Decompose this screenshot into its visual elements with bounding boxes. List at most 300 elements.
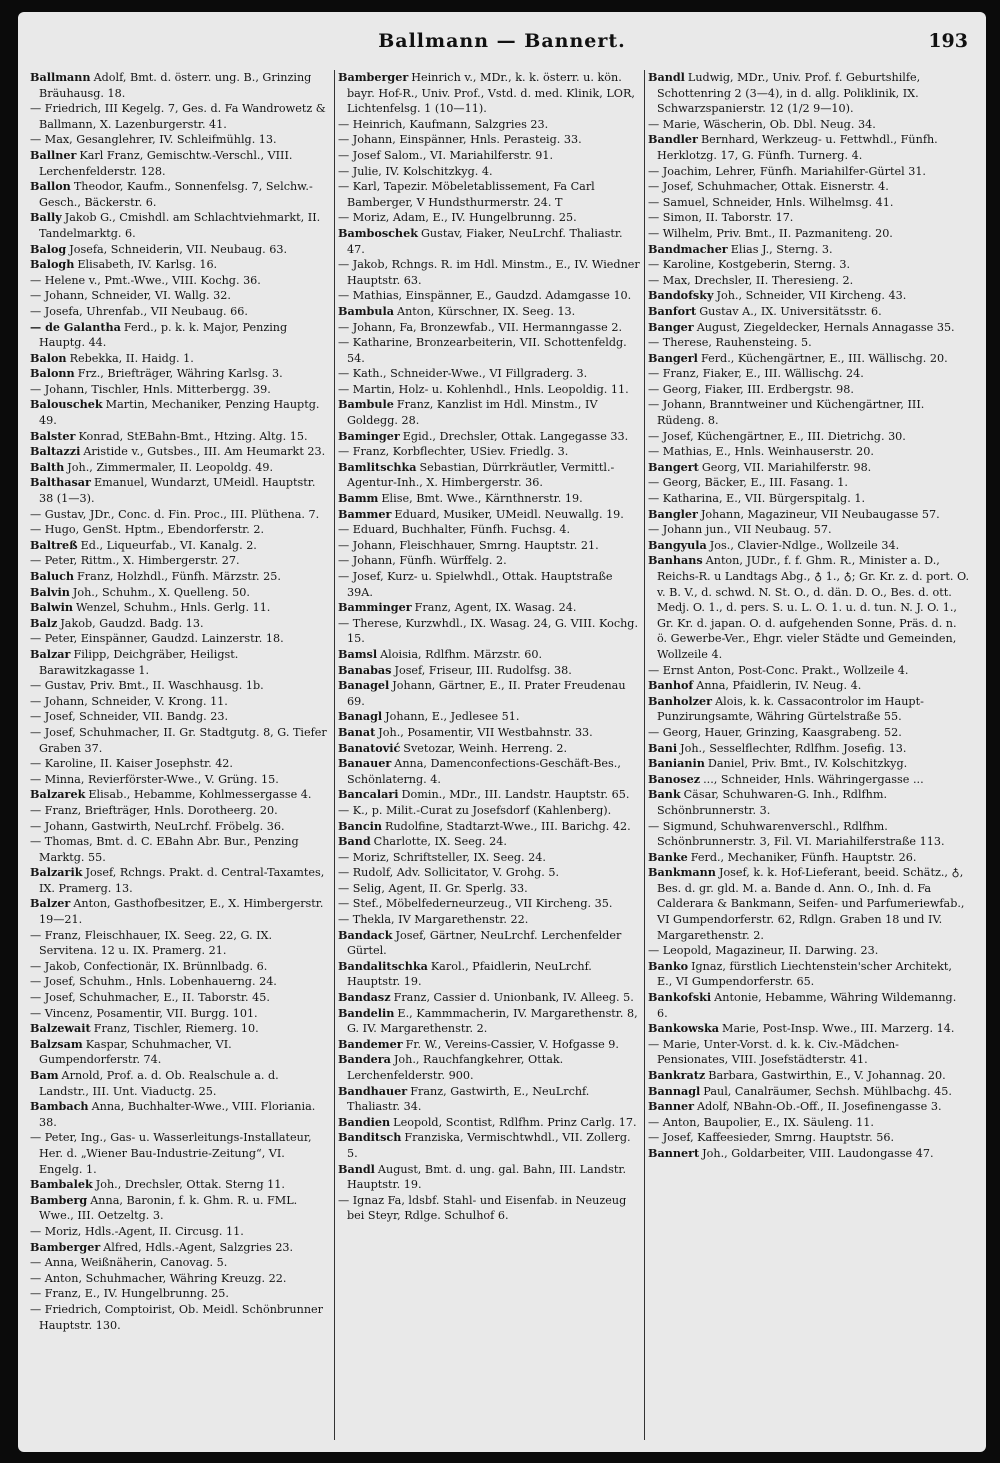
entry-details: — Josef, Schuhm., Hnls. Lobenhauerng. 24. xyxy=(30,975,277,989)
entry-surname: Bamsl xyxy=(338,646,378,661)
entry-surname: Banabas xyxy=(338,662,392,677)
directory-entry xyxy=(338,397,640,428)
directory-entry xyxy=(30,756,330,772)
entry-surname: Bankofski xyxy=(648,990,712,1005)
entry-surname: Balzarek xyxy=(30,787,86,802)
directory-entry xyxy=(648,772,970,788)
directory-entry xyxy=(30,553,330,569)
entry-details: — Leopold, Magazineur, II. Darwing. 23. xyxy=(648,944,879,958)
entry-details: Frz., Briefträger, Währing Karlsg. 3. xyxy=(77,367,283,381)
entry-details: Adolf, NBahn-Ob.-Off., II. Josefinengasse 3. xyxy=(697,1100,942,1114)
directory-entry xyxy=(30,896,330,927)
entry-details: Antonie, Hebamme, Währing Wildemanng. 6. xyxy=(657,991,957,1020)
directory-entry xyxy=(338,132,640,148)
directory-entry xyxy=(648,366,970,382)
entry-details: Josef, Rchngs. Prakt. d. Central-Taxamtes, IX. Pramerg. 13. xyxy=(39,866,325,895)
entry-details: Eduard, Musiker, UMeidl. Neuwallg. 19. xyxy=(394,507,624,521)
entry-details: Anna, Damenconfections-Geschäft-Bes., Schönlaterng. 4. xyxy=(347,757,621,786)
directory-entry xyxy=(30,397,330,428)
entry-details: — Julie, IV. Kolschitzkyg. 4. xyxy=(338,164,493,178)
entry-surname: Bamm xyxy=(338,491,379,506)
entry-surname: Bangyula xyxy=(648,537,707,552)
entry-surname: Bandelin xyxy=(338,1005,395,1020)
entry-details: — Marie, Unter-Vorst. d. k. k. Civ.-Mädchen-Pensionates, VIII. Josefstädterstr. 41. xyxy=(648,1037,899,1067)
entry-details: — Friedrich, III Kegelg. 7, Ges. d. Fa Wandrowetz & Ballmann, X. Lazenburgerstr. 41. xyxy=(30,102,326,131)
entry-details: — Kath., Schneider-Wwe., VI Fillgraderg. 3. xyxy=(338,367,588,381)
entry-details: — Anton, Baupolier, E., IX. Säuleng. 11. xyxy=(648,1115,874,1129)
directory-entry xyxy=(338,288,640,304)
directory-entry xyxy=(338,912,640,928)
entry-surname: Bammer xyxy=(338,506,392,521)
entry-details: August, Ziegeldecker, Hernals Annagasse 35. xyxy=(696,320,955,334)
entry-details: Elisab., Hebamme, Kohlmessergasse 4. xyxy=(88,788,312,802)
entry-surname: Balzer xyxy=(30,896,71,911)
directory-entry xyxy=(30,429,330,445)
entry-details: Theodor, Kaufm., Sonnenfelsg. 7, Selchw.-Gesch., Bäckerstr. 6. xyxy=(39,180,313,209)
entry-details: Joh., Posamentir, VII Westbahnstr. 33. xyxy=(378,725,593,739)
entry-details: Franz, Holzhdl., Fünfh. Märzstr. 25. xyxy=(77,570,281,583)
page-header xyxy=(18,30,986,70)
entry-details: — Anton, Schuhmacher, Währing Kreuzg. 22. xyxy=(30,1271,287,1285)
entry-surname: Balth xyxy=(30,459,65,474)
directory-entry xyxy=(648,335,970,351)
directory-entry xyxy=(30,1193,330,1224)
entry-details: Joh., Sesselflechter, Rdlfhm. Josefig. 13. xyxy=(680,741,907,755)
entry-details: Bernhard, Werkzeug- u. Fettwhdl., Fünfh. Herklotzg. 17, G. Fünfh. Turnerg. 4. xyxy=(657,133,938,162)
entry-details: E., Kammmacherin, IV. Margarethenstr. 8, G. IV. Margarethenstr. 2. xyxy=(347,1006,638,1036)
directory-entry xyxy=(30,1099,330,1130)
entry-details: Joh., Zimmermaler, II. Leopoldg. 49. xyxy=(67,460,274,474)
directory-entry xyxy=(338,1162,640,1193)
entry-details: Rebekka, II. Haidg. 1. xyxy=(69,351,194,365)
entry-surname: Balzewait xyxy=(30,1021,91,1036)
directory-entry xyxy=(648,273,970,289)
directory-entry xyxy=(30,320,330,351)
entry-details: — Thekla, IV Margarethenstr. 22. xyxy=(338,913,529,927)
directory-entry xyxy=(338,663,640,679)
entry-details: — Johann, Schneider, V. Krong. 11. xyxy=(30,694,228,708)
directory-entry xyxy=(648,678,970,694)
directory-entry xyxy=(338,1115,640,1131)
entry-surname: Bandien xyxy=(338,1114,391,1129)
entry-details: — Joachim, Lehrer, Fünfh. Mariahilfer-Gürtel 31. xyxy=(648,164,926,178)
entry-details: Fr. W., Vereins-Cassier, V. Hofgasse 9. xyxy=(405,1037,619,1051)
entry-surname: Banianin xyxy=(648,756,705,771)
directory-entry xyxy=(648,990,970,1021)
entry-details: Konrad, StEBahn-Bmt., Htzing. Altg. 15. xyxy=(78,429,308,443)
entry-details: — Johann jun., VII Neubaug. 57. xyxy=(648,523,832,537)
directory-entry xyxy=(338,538,640,554)
entry-details: Daniel, Priv. Bmt., IV. Kolschitzkyg. xyxy=(707,757,908,771)
entry-surname: Bankowska xyxy=(648,1021,719,1036)
entry-details: — Josef, Schuhmacher, II. Gr. Stadtgutg. 8, G. Tiefer Graben 37. xyxy=(30,725,327,755)
directory-entry xyxy=(338,257,640,288)
directory-entry xyxy=(30,647,330,678)
entry-details: — Mathias, E., Hnls. Weinhauserstr. 20. xyxy=(648,445,874,459)
directory-entry xyxy=(648,943,970,959)
entry-details: Joh., Schuhm., X. Quelleng. 50. xyxy=(72,585,250,599)
entry-surname: Ballmann xyxy=(30,70,91,84)
entry-details: Ignaz, fürstlich Liechtenstein'scher Architekt, E., VI Gumpendorferstr. 65. xyxy=(657,959,952,989)
directory-entry xyxy=(648,663,970,679)
directory-entry xyxy=(648,1021,970,1037)
directory-entry xyxy=(30,725,330,756)
entry-surname: — de Galantha xyxy=(30,319,121,334)
directory-entry xyxy=(30,148,330,179)
entry-details: Marie, Post-Insp. Wwe., III. Marzerg. 14. xyxy=(721,1022,955,1036)
entry-details: Karol., Pfaidlerin, NeuLrchf. Hauptstr. 19. xyxy=(347,959,592,989)
directory-entry xyxy=(338,819,640,835)
entry-details: August, Bmt. d. ung. gal. Bahn, III. Landstr. Hauptstr. 19. xyxy=(347,1162,627,1192)
entry-details: Joh., Drechsler, Ottak. Sterng 11. xyxy=(95,1178,285,1192)
directory-entry xyxy=(648,491,970,507)
directory-entry xyxy=(30,834,330,865)
entry-details: Anna, Baronin, f. k. Ghm. R. u. FML. Wwe., III. Oetzeltg. 3. xyxy=(39,1193,298,1223)
directory-entry xyxy=(30,382,330,398)
directory-entry xyxy=(30,600,330,616)
entry-surname: Balzar xyxy=(30,646,71,661)
directory-entry xyxy=(338,444,640,460)
entry-details: Anton, JUDr., f. f. Ghm. R., Minister a. D., Reichs-R. u Landtags Abg., ♁ 1., ♁; Gr. Kr. z. d. port. O. v. B. V., d. schwd. N. St. O., d. dän. D. O., Bes. d. ott. Medj. O. 1., d. pers. S. u. L. O. 1. u. d. tun. N. J. O. 1., Gr. Kr. d. japan. O. d. aufgehenden Sonne, Präs. d. n. ö. Gewerbe-Ver., Ehgr. vieler Städte und Gemeinden, Wollzeile 4. xyxy=(657,554,970,661)
entry-surname: Bannert xyxy=(648,1145,700,1160)
directory-entry xyxy=(30,694,330,710)
entry-surname: Bani xyxy=(648,740,678,755)
directory-entry xyxy=(648,382,970,398)
page-title: Ballmann — Bannert. xyxy=(378,30,626,52)
entry-details: Josef, k. k. Hof-Lieferant, beeid. Schätz., ♁, Bes. d. gr. gld. M. a. Bande d. Ann. O., Inh. d. Fa Calderara & Bankmann, Seifen- und Parfumeriewfab., VI Gumpendorferstr. 62, Rdlgn. Graben 18 und IV. Margarethenstr. 2. xyxy=(657,866,965,942)
entry-details: Gustav A., IX. Universitätsstr. 6. xyxy=(699,304,882,318)
directory-entry xyxy=(30,1302,330,1333)
entry-details: — Johann, Branntweiner und Küchengärtner, III. Rüdeng. 8. xyxy=(648,398,925,428)
entry-details: — Max, Drechsler, II. Theresieng. 2. xyxy=(648,273,854,287)
entry-details: — Franz, Briefträger, Hnls. Dorotheerg. 20. xyxy=(30,803,278,817)
entry-details: Svetozar, Weinh. Herreng. 2. xyxy=(403,741,568,755)
entry-details: Johann, Magazineur, VII Neubaugasse 57. xyxy=(700,507,940,521)
directory-entry xyxy=(338,787,640,803)
entry-surname: Balzsam xyxy=(30,1036,83,1051)
directory-entry xyxy=(338,460,640,491)
entry-surname: Bamberg xyxy=(30,1192,88,1207)
entry-surname: Bandl xyxy=(338,1161,375,1176)
directory-entry xyxy=(648,1130,970,1146)
entry-surname: Banner xyxy=(648,1099,694,1114)
entry-details: Cäsar, Schuhwaren-G. Inh., Rdlfhm. Schönbrunnerstr. 3. xyxy=(657,788,888,817)
directory-entry xyxy=(648,257,970,273)
directory-entry xyxy=(30,1255,330,1271)
entry-details: — Anna, Weißnäherin, Canovag. 5. xyxy=(30,1256,228,1270)
entry-details: — Josef Salom., VI. Mariahilferstr. 91. xyxy=(338,148,554,162)
directory-entry xyxy=(338,553,640,569)
entry-details: — Samuel, Schneider, Hnls. Wilhelmsg. 41. xyxy=(648,195,894,209)
entry-surname: Bangler xyxy=(648,506,698,521)
entry-surname: Banger xyxy=(648,319,694,334)
directory-entry xyxy=(338,741,640,757)
entry-surname: Balon xyxy=(30,350,67,365)
entry-details: — Georg, Bäcker, E., III. Fasang. 1. xyxy=(648,476,848,490)
entry-details: — Johann, Gastwirth, NeuLrchf. Fröbelg. 36. xyxy=(30,819,285,833)
entry-details: — Heinrich, Kaufmann, Salzgries 23. xyxy=(338,117,549,131)
entry-surname: Banhans xyxy=(648,553,703,568)
entry-details: — Karoline, II. Kaiser Josephstr. 42. xyxy=(30,757,233,771)
directory-entry xyxy=(338,850,640,866)
directory-entry xyxy=(338,1193,640,1224)
entry-details: Joh., Goldarbeiter, VIII. Laudongasse 47. xyxy=(702,1146,934,1160)
directory-entry xyxy=(338,382,640,398)
directory-entry xyxy=(30,444,330,460)
entry-surname: Banatović xyxy=(338,740,401,755)
entry-details: Egid., Drechsler, Ottak. Langegasse 33. xyxy=(402,429,629,443)
entry-details: Wenzel, Schuhm., Hnls. Gerlg. 11. xyxy=(75,601,271,615)
entry-surname: Bamboschek xyxy=(338,225,418,240)
entry-details: — Eduard, Buchhalter, Fünfh. Fuchsg. 4. xyxy=(338,523,571,537)
entry-details: — Peter, Rittm., X. Himbergerstr. 27. xyxy=(30,554,240,568)
entry-surname: Bangert xyxy=(648,459,699,474)
entry-surname: Balogh xyxy=(30,257,75,272)
entry-surname: Bambach xyxy=(30,1099,89,1114)
directory-entry xyxy=(30,803,330,819)
entry-details: Anna, Buchhalter-Wwe., VIII. Floriania. 38. xyxy=(39,1100,316,1129)
entry-details: Franz, Agent, IX. Wasag. 24. xyxy=(414,601,577,615)
entry-surname: Bambule xyxy=(338,397,394,412)
entry-details: — Josef, Küchengärtner, E., III. Dietrichg. 30. xyxy=(648,429,906,443)
entry-details: Gustav, Fiaker, NeuLrchf. Thaliastr. 47. xyxy=(347,226,623,256)
directory-entry xyxy=(648,320,970,336)
entry-details: Anna, Pfaidlerin, IV. Neug. 4. xyxy=(696,679,862,693)
entry-details: Johann, Gärtner, E., II. Prater Freudenau 69. xyxy=(347,679,626,708)
entry-details: Emanuel, Wundarzt, UMeidl. Hauptstr. 38 (1—3). xyxy=(39,476,316,506)
entry-details: — Franz, Fleischhauer, IX. Seeg. 22, G. IX. Servitena. 12 u. IX. Pramerg. 21. xyxy=(30,928,273,958)
entry-details: Aristide v., Gutsbes., III. Am Heumarkt 23. xyxy=(83,445,326,459)
entry-details: Anton, Gasthofbesitzer, E., X. Himbergerstr. 19—21. xyxy=(39,897,324,927)
entry-details: — K., p. Milit.-Curat zu Josefsdorf (Kahlenberg). xyxy=(338,803,612,817)
directory-entry xyxy=(30,1037,330,1068)
entry-details: — Simon, II. Taborstr. 17. xyxy=(648,211,794,225)
directory-entry xyxy=(338,834,640,850)
entry-details: Georg, VII. Mariahilferstr. 98. xyxy=(701,460,872,474)
entry-details: — Peter, Ing., Gas- u. Wasserleitungs-Installateur, Her. d. „Wiener Bau-Industrie-Zeitung“, VI. Engelg. 1. xyxy=(30,1131,312,1176)
entry-details: Kaspar, Schuhmacher, VI. Gumpendorferstr. 74. xyxy=(39,1037,232,1067)
entry-details: — Jakob, Confectionär, IX. Brünnlbadg. 6. xyxy=(30,959,268,973)
directory-entry xyxy=(338,1037,640,1053)
directory-entry xyxy=(648,195,970,211)
entry-surname: Banat xyxy=(338,724,376,739)
entry-surname: Ballner xyxy=(30,147,77,162)
directory-entry xyxy=(30,366,330,382)
entry-surname: Balzarik xyxy=(30,865,83,880)
entry-details: — Mathias, Einspänner, E., Gaudzd. Adamgasse 10. xyxy=(338,289,632,303)
directory-entry xyxy=(648,819,970,850)
entry-surname: Balster xyxy=(30,428,76,443)
entry-details: Barbara, Gastwirthin, E., V. Johannag. 20. xyxy=(708,1069,946,1082)
directory-entry xyxy=(648,288,970,304)
directory-entry xyxy=(30,865,330,896)
directory-entry xyxy=(30,585,330,601)
entry-surname: Banhof xyxy=(648,678,694,693)
entry-details: — Sigmund, Schuhwarenverschl., Rdlfhm. Schönbrunnerstr. 3, Fil. VI. Mariahilferstraße 113. xyxy=(648,819,945,849)
entry-details: Josef, Friseur, III. Rudolfsg. 38. xyxy=(394,663,572,677)
directory-entry xyxy=(338,522,640,538)
entry-details: ..., Schneider, Hnls. Währingergasse ... xyxy=(703,772,924,786)
directory-entry xyxy=(30,928,330,959)
entry-details: Franz, Tischler, Riemerg. 10. xyxy=(93,1022,259,1036)
entry-details: — Gustav, JDr., Conc. d. Fin. Proc., III. Plüthena. 7. xyxy=(30,507,320,521)
entry-surname: Bandhauer xyxy=(338,1083,408,1098)
directory-entry xyxy=(30,616,330,632)
entry-surname: Bambula xyxy=(338,303,394,318)
entry-surname: Banauer xyxy=(338,756,392,771)
directory-entry xyxy=(30,1021,330,1037)
directory-entry xyxy=(30,538,330,554)
entry-details: Franz, Gastwirth, E., NeuLrchf. Thaliastr. 34. xyxy=(347,1084,590,1114)
entry-details: Alois, k. k. Cassacontrolor im Haupt-Punzirungsamte, Währing Gürtelstraße 55. xyxy=(657,694,924,724)
directory-page xyxy=(18,12,986,1452)
directory-entry xyxy=(648,756,970,772)
entry-surname: Bamminger xyxy=(338,600,412,615)
directory-entry xyxy=(648,304,970,320)
entry-details: — Friedrich, Comptoirist, Ob. Meidl. Schönbrunner Hauptstr. 130. xyxy=(30,1302,323,1332)
entry-details: Franz, Cassier d. Unionbank, IV. Alleeg. 5. xyxy=(393,991,634,1005)
entry-details: — Josef, Schneider, VII. Bandg. 23. xyxy=(30,710,229,724)
entry-surname: Balonn xyxy=(30,366,75,381)
directory-entry xyxy=(30,257,330,273)
entry-details: — Johann, Schneider, VI. Wallg. 32. xyxy=(30,289,231,303)
entry-details: — Max, Gesanglehrer, IV. Schleifmühlg. 13. xyxy=(30,133,277,147)
directory-entry xyxy=(30,1130,330,1177)
directory-entry xyxy=(648,725,970,741)
entry-details: Ed., Liqueurfab., VI. Kanalg. 2. xyxy=(80,538,257,552)
entry-surname: Banosez xyxy=(648,771,701,786)
entry-details: — Johann, Fünfh. Würffelg. 2. xyxy=(338,554,507,568)
entry-details: — Johann, Tischler, Hnls. Mitterbergg. 39. xyxy=(30,382,271,396)
column-divider xyxy=(334,70,335,1440)
directory-entry xyxy=(648,553,970,662)
entry-details: — Thomas, Bmt. d. C. EBahn Abr. Bur., Penzing Marktg. 55. xyxy=(30,835,299,864)
directory-entry xyxy=(338,304,640,320)
entry-details: Josefa, Schneiderin, VII. Neubaug. 63. xyxy=(69,242,288,256)
directory-entry xyxy=(648,694,970,725)
directory-entry xyxy=(338,990,640,1006)
entry-details: Domin., MDr., III. Landstr. Hauptstr. 65. xyxy=(401,788,630,802)
directory-entry xyxy=(30,101,330,132)
entry-details: — Helene v., Pmt.-Wwe., VIII. Kochg. 36. xyxy=(30,273,261,287)
entry-details: Rudolfine, Stadtarzt-Wwe., III. Barichg. 42. xyxy=(385,819,631,833)
directory-entry xyxy=(30,351,330,367)
entry-details: Ferd., p. k. k. Major, Penzing Hauptg. 44. xyxy=(39,320,288,350)
entry-surname: Bamlitschka xyxy=(338,459,417,474)
entry-surname: Banfort xyxy=(648,303,697,318)
directory-entry xyxy=(648,1068,970,1084)
directory-entry xyxy=(648,460,970,476)
directory-entry xyxy=(30,990,330,1006)
entry-surname: Ballon xyxy=(30,179,71,194)
entry-surname: Balz xyxy=(30,615,58,630)
entry-surname: Bally xyxy=(30,210,62,225)
entry-surname: Balwin xyxy=(30,600,73,615)
entry-surname: Baltazzi xyxy=(30,444,81,459)
directory-entry xyxy=(648,522,970,538)
entry-details: — Karoline, Kostgeberin, Sterng. 3. xyxy=(648,258,851,272)
entry-details: — Johann, Fa, Bronzewfab., VII. Hermanngasse 2. xyxy=(338,320,622,334)
directory-entry xyxy=(30,1286,330,1302)
directory-entry xyxy=(338,179,640,210)
directory-entry xyxy=(30,959,330,975)
directory-entry xyxy=(30,273,330,289)
directory-entry xyxy=(30,787,330,803)
directory-entry xyxy=(30,709,330,725)
directory-entry xyxy=(338,896,640,912)
entry-details: — Martin, Holz- u. Kohlenhdl., Hnls. Leopoldig. 11. xyxy=(338,382,629,396)
directory-entry xyxy=(30,772,330,788)
column-2 xyxy=(338,70,640,1440)
directory-entry xyxy=(338,709,640,725)
entry-details: Anton, Kürschner, IX. Seeg. 13. xyxy=(397,304,576,318)
entry-details: Franziska, Vermischtwhdl., VII. Zollerg. 5. xyxy=(347,1131,631,1160)
entry-details: Ferd., Mechaniker, Fünfh. Hauptstr. 26. xyxy=(690,850,917,864)
entry-details: Jakob G., Cmishdl. am Schlachtviehmarkt, II. Tandelmarktg. 6. xyxy=(39,211,321,240)
directory-entry xyxy=(30,1006,330,1022)
directory-entry xyxy=(30,460,330,476)
directory-entry xyxy=(30,819,330,835)
entry-surname: Bancalari xyxy=(338,787,399,802)
directory-entry xyxy=(30,242,330,258)
entry-details: Paul, Canalräumer, Sechsh. Mühlbachg. 45. xyxy=(703,1084,952,1098)
entry-surname: Bank xyxy=(648,787,681,802)
directory-entry xyxy=(338,959,640,990)
entry-details: Josef, Gärtner, NeuLrchf. Lerchenfelder Gürtel. xyxy=(347,928,622,958)
entry-details: — Ignaz Fa, ldsbf. Stahl- und Eisenfab. in Neuzeug bei Steyr, Rdlge. Schulhof 6. xyxy=(338,1193,627,1223)
directory-entry xyxy=(338,507,640,523)
entry-details: — Franz, Korbflechter, USiev. Friedlg. 3. xyxy=(338,445,569,459)
page-number: 193 xyxy=(928,30,968,52)
directory-entry xyxy=(648,429,970,445)
entry-details: — Minna, Revierförster-Wwe., V. Grüng. 15. xyxy=(30,772,279,786)
directory-entry xyxy=(30,522,330,538)
directory-entry xyxy=(648,787,970,818)
directory-entry xyxy=(338,148,640,164)
directory-entry xyxy=(30,678,330,694)
directory-entry xyxy=(338,881,640,897)
directory-entry xyxy=(30,631,330,647)
entry-details: — Georg, Hauer, Grinzing, Kaasgrabeng. 52. xyxy=(648,725,902,739)
directory-entry xyxy=(30,475,330,506)
directory-entry xyxy=(30,1177,330,1193)
entry-details: Filipp, Deichgräber, Heiligst. Barawitzkagasse 1. xyxy=(39,647,239,677)
directory-entry xyxy=(338,335,640,366)
directory-entry xyxy=(338,647,640,663)
entry-details: — Vincenz, Posamentir, VII. Burgg. 101. xyxy=(30,1006,258,1020)
entry-details: Ferd., Küchengärtner, E., III. Wällischg. 20. xyxy=(700,351,948,365)
entry-surname: Bandalitschka xyxy=(338,958,428,973)
entry-surname: Bam xyxy=(30,1068,59,1082)
directory-entry xyxy=(648,850,970,866)
entry-details: Elias J., Sterng. 3. xyxy=(730,242,833,256)
entry-surname: Bandl xyxy=(648,70,685,84)
entry-surname: Baminger xyxy=(338,428,400,443)
entry-details: — Moriz, Schriftsteller, IX. Seeg. 24. xyxy=(338,850,546,864)
entry-details: Joh., Rauchfangkehrer, Ottak. Lerchenfelderstr. 900. xyxy=(347,1053,564,1082)
directory-entry xyxy=(30,132,330,148)
entry-surname: Balog xyxy=(30,241,67,256)
directory-entry xyxy=(648,538,970,554)
entry-details: — Therese, Rauhensteing. 5. xyxy=(648,336,812,350)
entry-details: — Selig, Agent, II. Gr. Sperlg. 33. xyxy=(338,881,528,895)
entry-details: Elise, Bmt. Wwe., Kärnthnerstr. 19. xyxy=(381,492,583,506)
entry-surname: Bankratz xyxy=(648,1068,706,1082)
entry-details: — Johann, Einspänner, Hnls. Perasteig. 33. xyxy=(338,133,582,147)
directory-entry xyxy=(648,242,970,258)
directory-entry xyxy=(648,1037,970,1068)
directory-entry xyxy=(30,210,330,241)
